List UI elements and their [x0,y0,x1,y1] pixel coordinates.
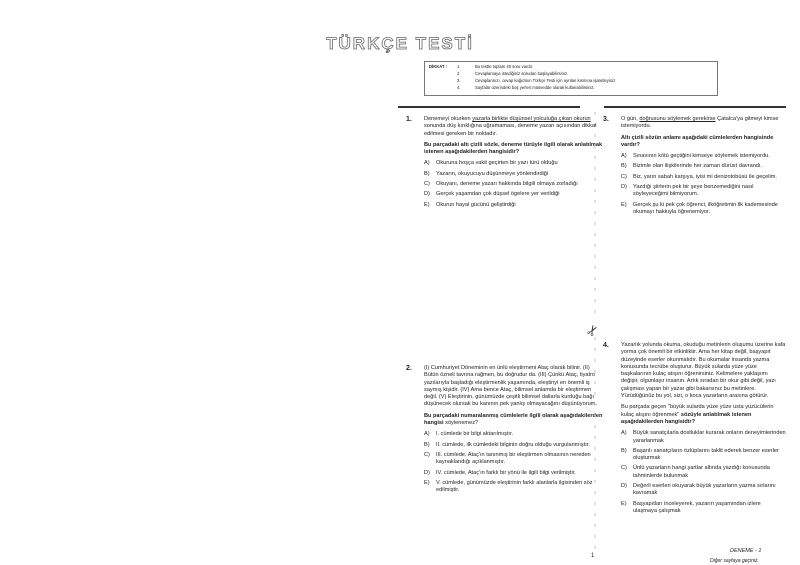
instructions-list [457,63,616,91]
question-text: Yazarlık yolunda okuma, okuduğu metinlerin oluşumu üzerine kafa yorma çok önemli bir etkinliktir. Ama her kitap değil, başyapıt düzeyinde eserler okunmalıdır. Bu okumalar insanda yazma konusunda tecrübe oluşturur. Büyük sularda yüze yüze başkalarının kulaç atışını öğrenirsiniz. Kelimelere yaklaşımı değişir, olgunlaşır insanın. Artık sıradan bir okur gibi değil, yazı çalışması yapan bir yazar gibi bakarsınız bu metinlere. Yürüdüğünüz bu yol, sizi, o koca yazarların arasına götürür. [621,342,786,400]
page-title: TÜRKÇE TESTİ [326,34,474,53]
scissors-icon: ✂ [582,321,603,340]
question-2 [406,365,604,497]
option-d[interactable]: D) Değerli eserleri okuyarak büyük yazarların yazma sırlarını kavramak [621,483,776,497]
question-prompt: Altı çizili sözün anlamı aşağıdaki cümlelerden hangisinde vardır? [621,134,774,148]
instruction-item: 3. Cevaplarınızı, cevap kağıdının Türkçe Testi için ayrılan kısmına işaretleyiniz. [457,78,617,83]
option-a[interactable]: A) I. cümlede bir bilgi aktarılmıştır. [424,431,514,438]
question-text: O gün, doğrusunu söylemek gerekirse Çatalca'ya gitmeyi kimse istemiyordu. [621,116,779,130]
instruction-item: 2. Cevaplamaya istediğiniz sorudan başlayabilirsiniz. [457,71,569,76]
option-b[interactable]: B) Yazarın, okuyucuyu düşünmeye yönlendirdiği [424,170,549,177]
option-c[interactable]: C) Biz, yarın sabah karşıya, iyisi mi denizotobüsü ile geçelim. [621,173,777,180]
footer-next-page: Diğer sayfaya geçiniz. [710,558,759,564]
option-a[interactable]: A) Sınavının kötü geçtiğini kimseye söylemek istemiyordu. [621,153,770,160]
options [424,431,604,494]
option-c[interactable]: C) Okuyanı, deneme yazarı hakkında bilgili olmaya zorladığı [424,181,578,188]
question-number: 4. [603,342,609,349]
rule-left [398,106,580,108]
option-d[interactable]: D) Gerçek yaşamdan çok düşsel ögelere yer verildiği [424,191,560,198]
question-4 [603,342,786,518]
option-e[interactable]: E) Okurun hayal gücünü geliştirdiği [424,201,516,208]
question-text: Denemeyi okurken yazarla birlikte düşünsel yolculuğa çıkan okurun sonunda düş kırıklığına uğramaması, deneme yazarı açısından dikkat edilmesi gereken bir noktadır. [424,116,597,137]
instructions-box [424,61,718,96]
question-3 [603,116,786,219]
option-b[interactable]: B) Bizimle olan ilişkilerinde her zaman dürüst davrandı. [621,163,763,170]
options [621,153,786,216]
rule-right [604,106,786,108]
options [621,430,786,515]
question-prompt: Bu parçada geçen "büyük sularda yüze yüze usta yüzücülerin kulaç atışını öğrenmek" sözüyle anlatılmak istenen aşağıdakilerden hangisidir? [621,404,774,425]
question-number: 3. [603,116,609,123]
option-d[interactable]: D) Yazdığı şiirlerin pek bir şeye benzemediğini nasıl söyleyeceğimi bilmiyorum. [621,184,754,198]
question-number: 2. [406,365,412,372]
option-e[interactable]: E) V. cümlede, günümüzde eleştirinin farklı alanlarla ilgisinden söz edilmiştir. [424,479,593,494]
option-a[interactable]: A) Okuruna hoşça vakit geçirten bir yazı türü olduğu [424,160,558,167]
option-a[interactable]: A) Büyük sanatçılarla dostluklar kurarak onların deneyimlerinden yararlanmak [621,430,786,444]
question-text: (I) Cumhuriyet Döneminin en ünlü eleştirmeni Ataç olarak bilinir. (II) Bütün özneli tavrına rağmen, bu doğrudur da. (III) Çünkü Ataç, tiyatro yazılarıyla başladığı eleştirmenlik yaşamında, eleştiriyi en önemli iş saymış kişidir. (IV) Ama bence Ataç, bilimsel anlamda bir eleştirmen değil. (V) Eleştirinin, günümüzde çeşitli bilimsel dallarla kurduğu bağı düşünecek olursak bu kanının pek yanlış olmayacağını düşünüyorum. [424,365,597,408]
footer-exam-label: DENEME - 1 [730,548,762,554]
option-b[interactable]: B) II. cümlede, ilk cümledeki bilginin doğru olduğu vurgulanmıştır. [424,441,590,448]
option-c[interactable]: C) III. cümlede, Ataç'ın tanınmış bir eleştirmen olmasının nereden kaynaklandığı açıklanmıştır. [424,451,591,466]
instruction-item: 4. Sayfalar üzerindeki boş yerleri müsvedde olarak kullanabilirsiniz. [457,85,595,90]
option-e[interactable]: E) Başyapıtları inceleyerek, yazarın yaşamından izlere ulaşmaya çalışmak [621,500,761,514]
options [424,160,604,208]
option-c[interactable]: C) Ünlü yazarların hangi şartlar altında yazdığı konusunda tahminlerde bulunmak [621,465,770,479]
question-prompt: Bu parçadaki numaralanmış cümlelerle ilgili olarak aşağıdakilerden hangisi söylenemez? [424,412,603,427]
question-1 [406,116,604,212]
option-b[interactable]: B) Başarılı sanatçıların özlüplarını taklit ederek benzer eserler oluşturmak [621,447,779,462]
option-d[interactable]: D) IV. cümlede, Ataç'ın farklı bir yönü ile ilgili bilgi verilmiştir. [424,469,576,476]
option-e[interactable]: E) Gerçek şu ki pek çok öğrenci, ilköğretimin ilk kademesinde okumayı hakkıyla öğrenemiyor. [621,201,778,215]
instructions-label: DİKKAT : [429,64,448,69]
question-prompt: Bu parçadaki altı çizili sözle, deneme türüyle ilgili olarak anlatılmak istenen aşağıdakilerden hangisidir? [424,141,603,156]
instruction-item: 1. Bu testte toplam 40 soru vardır. [457,64,534,69]
page-number: 1 [591,553,595,559]
question-number: 1. [406,116,412,123]
